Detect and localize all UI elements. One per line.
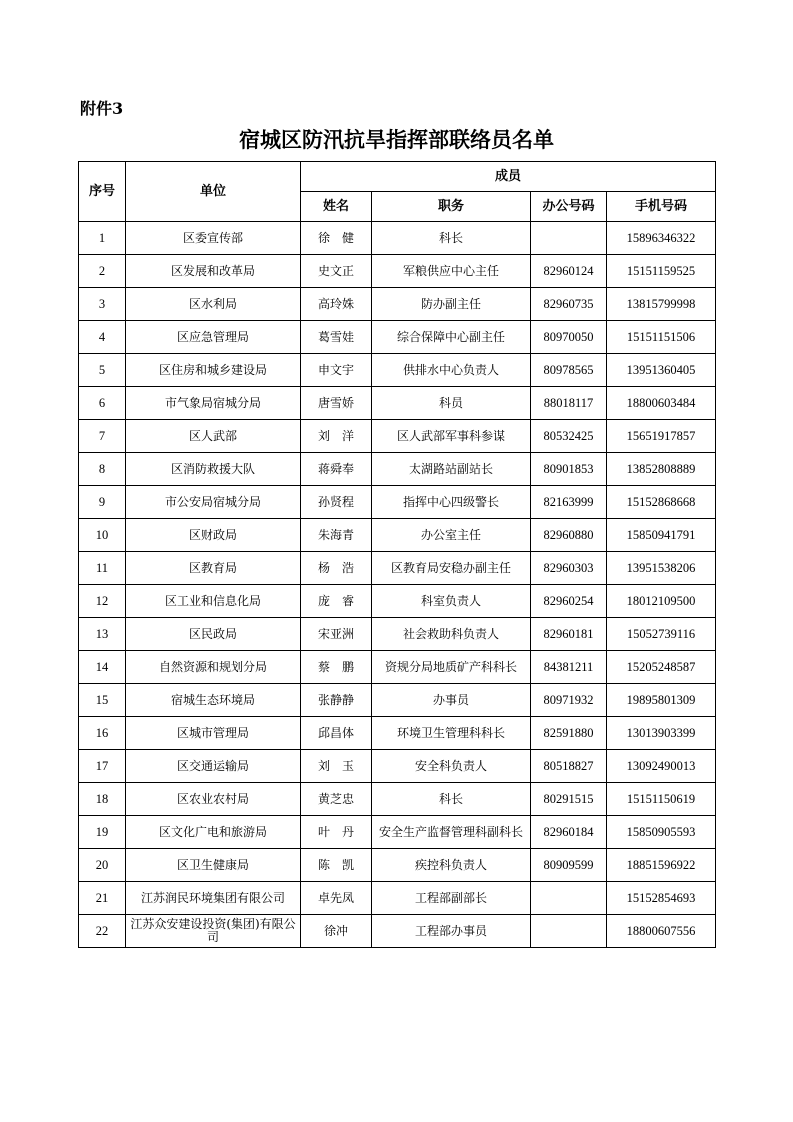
cell-unit: 江苏众安建设投资(集团)有限公司 xyxy=(126,915,301,948)
cell-unit: 区文化广电和旅游局 xyxy=(126,816,301,849)
cell-unit: 区卫生健康局 xyxy=(126,849,301,882)
cell-name: 庞 睿 xyxy=(301,585,372,618)
table-row xyxy=(79,783,716,816)
cell-position: 军粮供应中心主任 xyxy=(372,255,531,288)
cell-seq: 4 xyxy=(79,321,126,354)
cell-office-phone: 82163999 xyxy=(531,486,607,519)
cell-seq: 17 xyxy=(79,750,126,783)
cell-name: 高玲姝 xyxy=(301,288,372,321)
cell-name: 宋亚洲 xyxy=(301,618,372,651)
header-position: 职务 xyxy=(372,192,531,222)
cell-name: 蔡 鹏 xyxy=(301,651,372,684)
header-mobile: 手机号码 xyxy=(607,192,716,222)
cell-seq: 22 xyxy=(79,915,126,948)
cell-seq: 7 xyxy=(79,420,126,453)
cell-position: 工程部副部长 xyxy=(372,882,531,915)
table-row xyxy=(79,717,716,750)
cell-unit: 区民政局 xyxy=(126,618,301,651)
cell-unit: 区消防救援大队 xyxy=(126,453,301,486)
cell-seq: 14 xyxy=(79,651,126,684)
table-row xyxy=(79,519,716,552)
table-row xyxy=(79,354,716,387)
cell-seq: 9 xyxy=(79,486,126,519)
table-row xyxy=(79,915,716,948)
cell-mobile: 15151159525 xyxy=(607,255,716,288)
cell-mobile: 15651917857 xyxy=(607,420,716,453)
cell-mobile: 15896346322 xyxy=(607,222,716,255)
cell-unit: 区农业农村局 xyxy=(126,783,301,816)
cell-unit: 区教育局 xyxy=(126,552,301,585)
cell-mobile: 15152854693 xyxy=(607,882,716,915)
cell-office-phone: 80971932 xyxy=(531,684,607,717)
cell-position: 科员 xyxy=(372,387,531,420)
cell-office-phone: 80970050 xyxy=(531,321,607,354)
cell-office-phone: 82960735 xyxy=(531,288,607,321)
cell-mobile: 13951538206 xyxy=(607,552,716,585)
cell-position: 太湖路站副站长 xyxy=(372,453,531,486)
header-members: 成员 xyxy=(301,162,716,192)
cell-mobile: 15205248587 xyxy=(607,651,716,684)
cell-name: 陈 凯 xyxy=(301,849,372,882)
cell-name: 杨 浩 xyxy=(301,552,372,585)
cell-office-phone: 82591880 xyxy=(531,717,607,750)
cell-seq: 3 xyxy=(79,288,126,321)
header-name: 姓名 xyxy=(301,192,372,222)
cell-unit: 区住房和城乡建设局 xyxy=(126,354,301,387)
cell-position: 办事员 xyxy=(372,684,531,717)
cell-mobile: 18800603484 xyxy=(607,387,716,420)
cell-seq: 21 xyxy=(79,882,126,915)
cell-mobile: 19895801309 xyxy=(607,684,716,717)
cell-office-phone: 84381211 xyxy=(531,651,607,684)
cell-name: 史文正 xyxy=(301,255,372,288)
table-row xyxy=(79,585,716,618)
cell-unit: 区交通运输局 xyxy=(126,750,301,783)
table-row xyxy=(79,750,716,783)
table-row xyxy=(79,882,716,915)
cell-unit: 区委宣传部 xyxy=(126,222,301,255)
cell-seq: 16 xyxy=(79,717,126,750)
cell-unit: 区应急管理局 xyxy=(126,321,301,354)
cell-office-phone: 80901853 xyxy=(531,453,607,486)
cell-office-phone: 82960181 xyxy=(531,618,607,651)
cell-mobile: 15850941791 xyxy=(607,519,716,552)
cell-seq: 2 xyxy=(79,255,126,288)
cell-seq: 10 xyxy=(79,519,126,552)
cell-name: 蒋舜奉 xyxy=(301,453,372,486)
table-row xyxy=(79,222,716,255)
cell-unit: 宿城生态环境局 xyxy=(126,684,301,717)
cell-unit: 区发展和改革局 xyxy=(126,255,301,288)
cell-name: 朱海青 xyxy=(301,519,372,552)
cell-mobile: 18800607556 xyxy=(607,915,716,948)
cell-mobile: 13092490013 xyxy=(607,750,716,783)
cell-position: 防办副主任 xyxy=(372,288,531,321)
header-office-phone: 办公号码 xyxy=(531,192,607,222)
cell-mobile: 15052739116 xyxy=(607,618,716,651)
table-row xyxy=(79,255,716,288)
table-row xyxy=(79,486,716,519)
liaison-table xyxy=(78,161,716,948)
header-seq: 序号 xyxy=(79,162,126,222)
cell-unit: 区人武部 xyxy=(126,420,301,453)
cell-unit: 市气象局宿城分局 xyxy=(126,387,301,420)
cell-position: 办公室主任 xyxy=(372,519,531,552)
cell-mobile: 15151151506 xyxy=(607,321,716,354)
cell-name: 卓先凤 xyxy=(301,882,372,915)
cell-position: 环境卫生管理科科长 xyxy=(372,717,531,750)
cell-office-phone xyxy=(531,882,607,915)
cell-mobile: 13951360405 xyxy=(607,354,716,387)
cell-office-phone: 82960124 xyxy=(531,255,607,288)
cell-name: 唐雪娇 xyxy=(301,387,372,420)
cell-unit: 区城市管理局 xyxy=(126,717,301,750)
cell-office-phone: 80909599 xyxy=(531,849,607,882)
cell-position: 疾控科负责人 xyxy=(372,849,531,882)
table-row xyxy=(79,288,716,321)
cell-position: 供排水中心负责人 xyxy=(372,354,531,387)
cell-seq: 19 xyxy=(79,816,126,849)
cell-office-phone: 82960303 xyxy=(531,552,607,585)
cell-seq: 6 xyxy=(79,387,126,420)
cell-office-phone: 80978565 xyxy=(531,354,607,387)
cell-name: 申文宇 xyxy=(301,354,372,387)
document-title: 宿城区防汛抗旱指挥部联络员名单 xyxy=(239,127,554,152)
cell-seq: 15 xyxy=(79,684,126,717)
cell-office-phone: 82960254 xyxy=(531,585,607,618)
cell-position: 区教育局安稳办副主任 xyxy=(372,552,531,585)
cell-unit: 区水利局 xyxy=(126,288,301,321)
table-row xyxy=(79,321,716,354)
cell-unit: 自然资源和规划分局 xyxy=(126,651,301,684)
cell-seq: 18 xyxy=(79,783,126,816)
table-row xyxy=(79,387,716,420)
cell-mobile: 13852808889 xyxy=(607,453,716,486)
table-row xyxy=(79,453,716,486)
cell-office-phone: 80518827 xyxy=(531,750,607,783)
table-body xyxy=(79,222,716,948)
cell-office-phone: 80291515 xyxy=(531,783,607,816)
cell-seq: 13 xyxy=(79,618,126,651)
cell-position: 资规分局地质矿产科科长 xyxy=(372,651,531,684)
cell-mobile: 15850905593 xyxy=(607,816,716,849)
cell-position: 安全生产监督管理科副科长 xyxy=(372,816,531,849)
table-row xyxy=(79,618,716,651)
cell-position: 科长 xyxy=(372,222,531,255)
cell-mobile: 13013903399 xyxy=(607,717,716,750)
cell-position: 社会救助科负责人 xyxy=(372,618,531,651)
cell-unit: 江苏润民环境集团有限公司 xyxy=(126,882,301,915)
cell-office-phone: 80532425 xyxy=(531,420,607,453)
cell-name: 徐 健 xyxy=(301,222,372,255)
cell-mobile: 13815799998 xyxy=(607,288,716,321)
cell-name: 叶 丹 xyxy=(301,816,372,849)
cell-name: 黄芝忠 xyxy=(301,783,372,816)
cell-name: 邱昌体 xyxy=(301,717,372,750)
cell-name: 张静静 xyxy=(301,684,372,717)
cell-office-phone xyxy=(531,222,607,255)
cell-mobile: 15151150619 xyxy=(607,783,716,816)
cell-position: 指挥中心四级警长 xyxy=(372,486,531,519)
table-row xyxy=(79,552,716,585)
attachment-label: 附件3 xyxy=(80,99,124,118)
cell-mobile: 18851596922 xyxy=(607,849,716,882)
cell-position: 安全科负责人 xyxy=(372,750,531,783)
cell-seq: 12 xyxy=(79,585,126,618)
cell-name: 刘 洋 xyxy=(301,420,372,453)
cell-office-phone: 82960184 xyxy=(531,816,607,849)
cell-mobile: 15152868668 xyxy=(607,486,716,519)
cell-name: 葛雪娃 xyxy=(301,321,372,354)
cell-name: 孙贤程 xyxy=(301,486,372,519)
cell-unit: 区财政局 xyxy=(126,519,301,552)
cell-seq: 20 xyxy=(79,849,126,882)
cell-position: 科室负责人 xyxy=(372,585,531,618)
cell-office-phone: 82960880 xyxy=(531,519,607,552)
header-unit: 单位 xyxy=(126,162,301,222)
cell-name: 徐冲 xyxy=(301,915,372,948)
cell-mobile: 18012109500 xyxy=(607,585,716,618)
cell-name: 刘 玉 xyxy=(301,750,372,783)
table-row xyxy=(79,684,716,717)
table-row xyxy=(79,651,716,684)
table-row xyxy=(79,816,716,849)
cell-position: 科长 xyxy=(372,783,531,816)
cell-position: 区人武部军事科参谋 xyxy=(372,420,531,453)
cell-unit: 区工业和信息化局 xyxy=(126,585,301,618)
cell-position: 工程部办事员 xyxy=(372,915,531,948)
cell-seq: 1 xyxy=(79,222,126,255)
table-row xyxy=(79,849,716,882)
cell-seq: 5 xyxy=(79,354,126,387)
cell-position: 综合保障中心副主任 xyxy=(372,321,531,354)
cell-office-phone xyxy=(531,915,607,948)
cell-seq: 8 xyxy=(79,453,126,486)
cell-office-phone: 88018117 xyxy=(531,387,607,420)
cell-seq: 11 xyxy=(79,552,126,585)
table-row xyxy=(79,420,716,453)
cell-unit: 市公安局宿城分局 xyxy=(126,486,301,519)
